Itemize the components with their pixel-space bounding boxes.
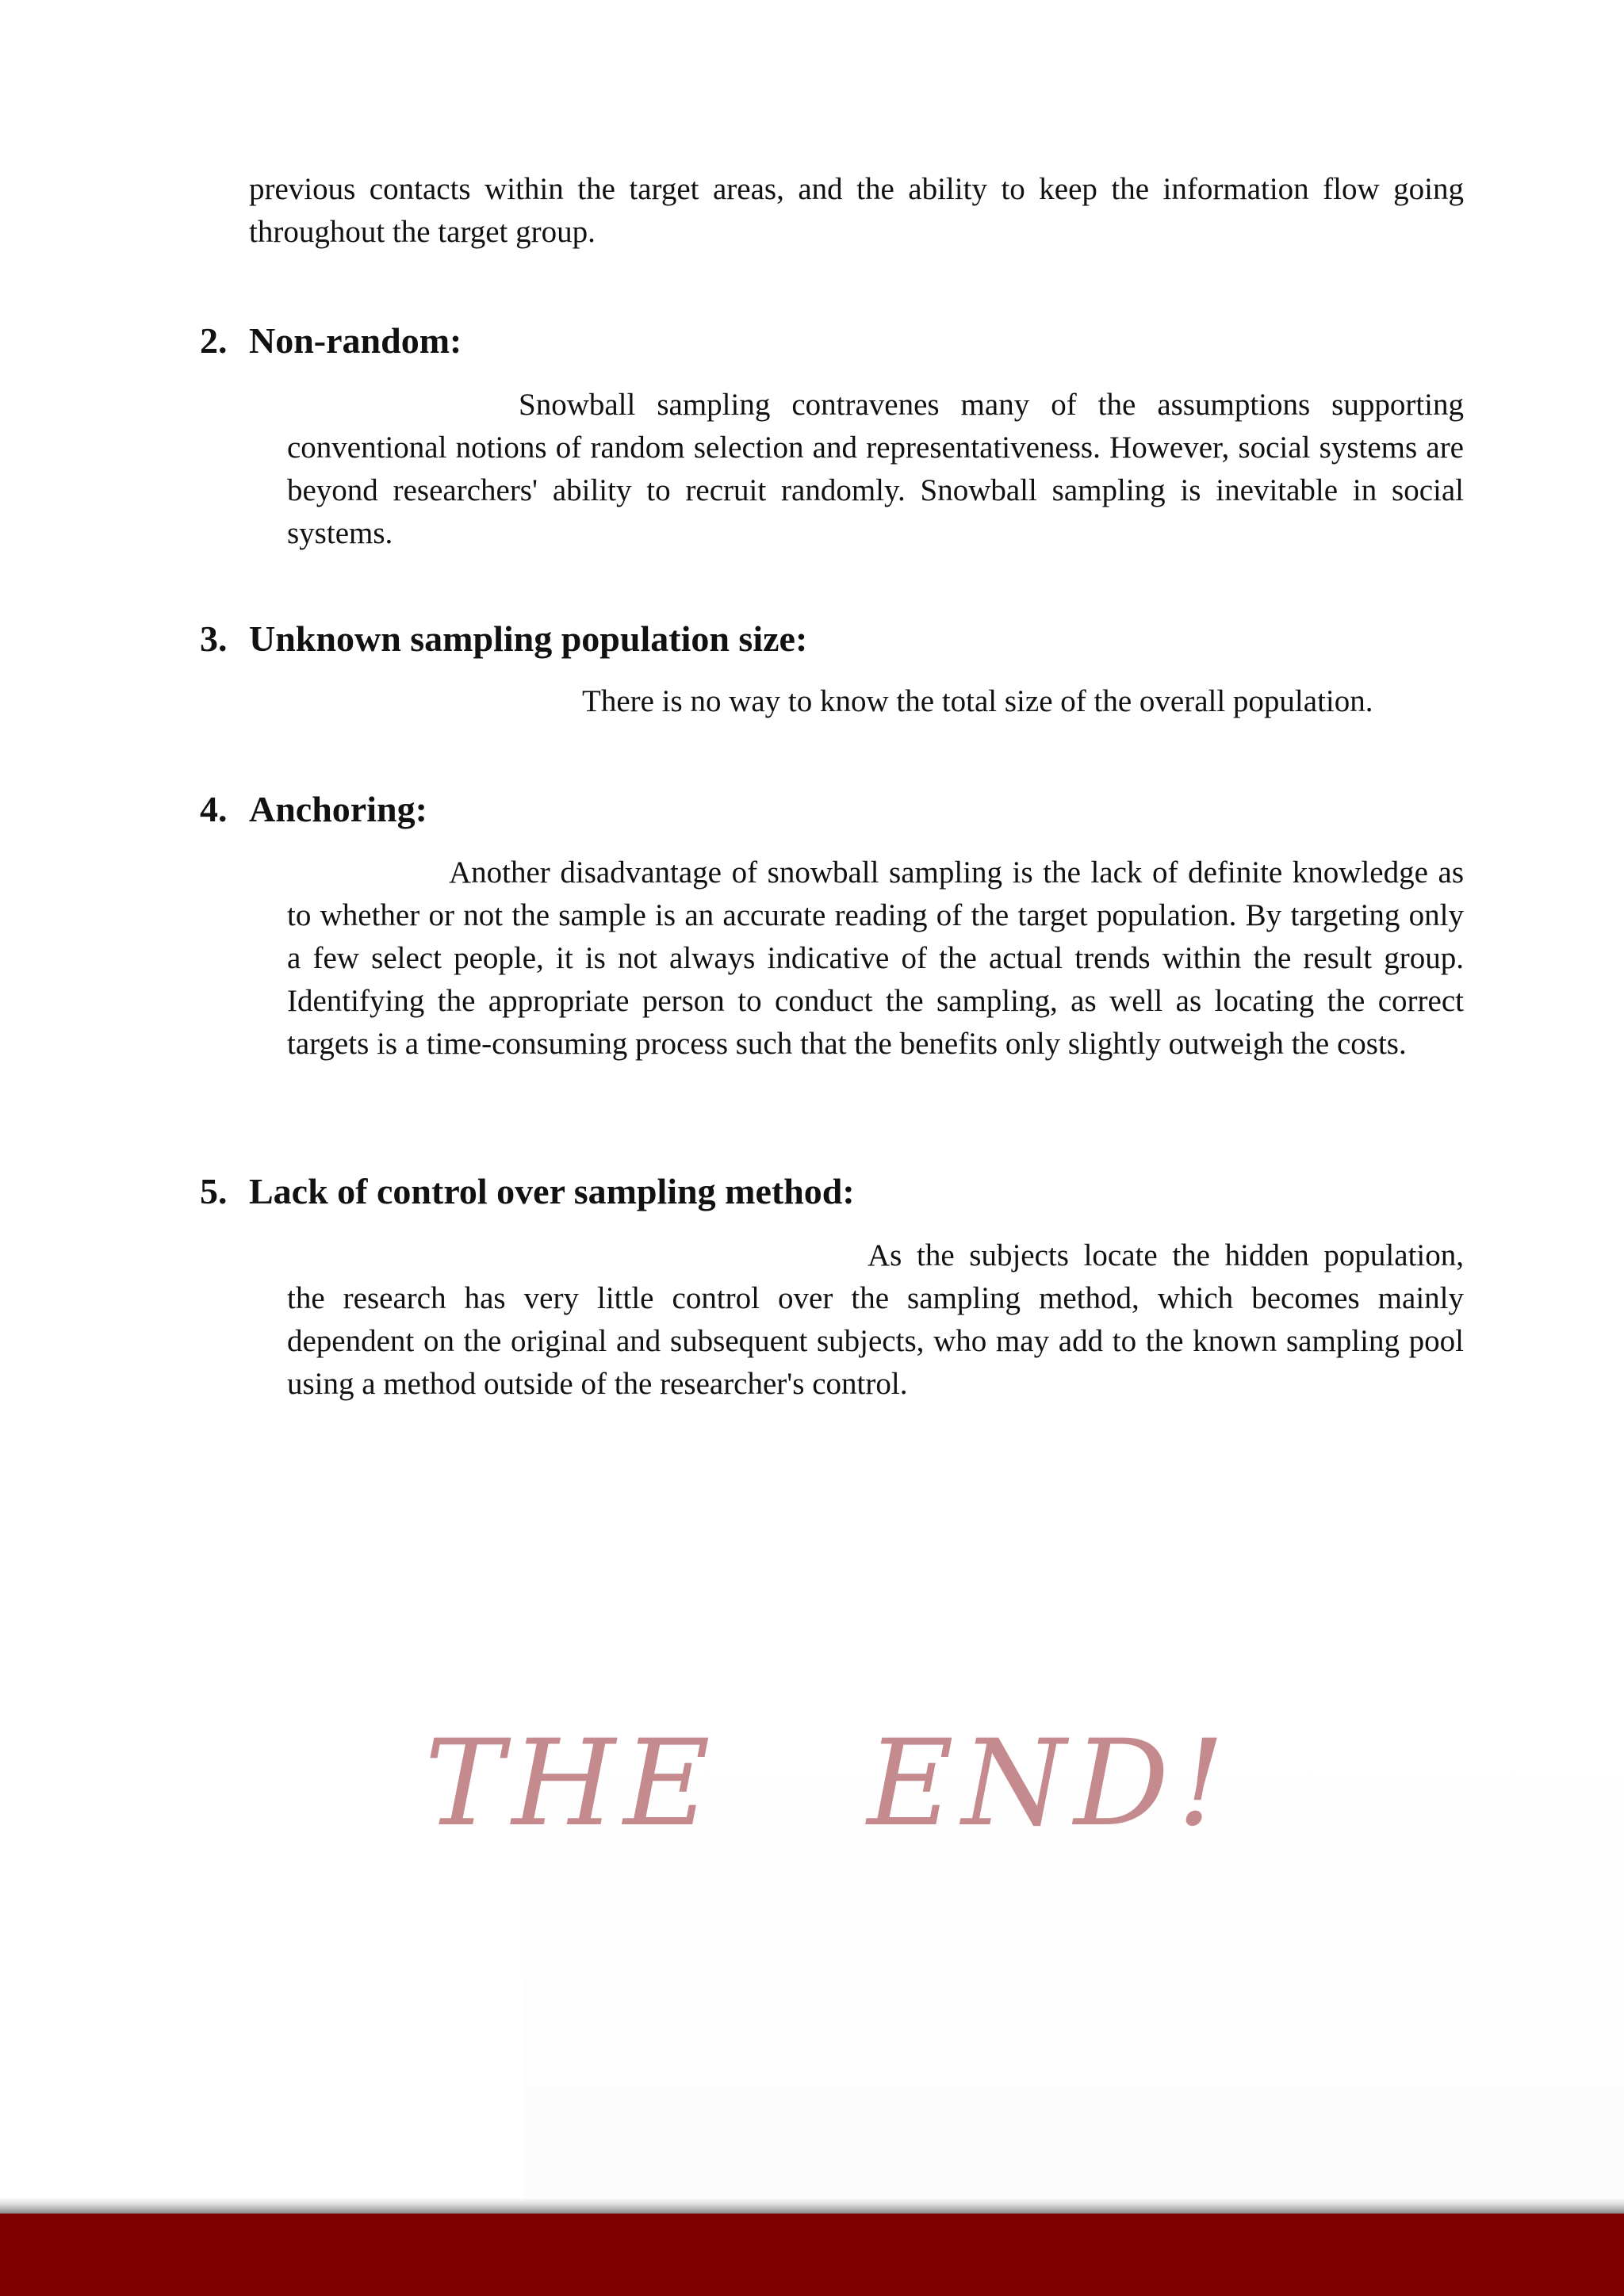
section-number: 5. <box>200 1171 228 1211</box>
section-title: Unknown sampling population size: <box>249 618 808 659</box>
the-end-title: THE END! <box>424 1715 1233 1853</box>
section-heading-non-random <box>200 319 462 363</box>
footer-bar <box>0 2214 1624 2296</box>
intro-paragraph: previous contacts within the target areas, and the ability to keep the information flow going throughout the target group. <box>249 172 1464 249</box>
section-body-population-size: There is no way to know the total size of the overall population. <box>582 684 1373 718</box>
section-number: 4. <box>200 789 228 829</box>
section-title: Non-random: <box>249 320 462 361</box>
section-body-anchoring: Another disadvantage of snowball sampling is the lack of definite knowledge as to whether or not the sample is an accurate reading of the target population. By targeting only a few select people, it is not always indicative of the actual trends within the result group. Identifying the appropriate person to conduct the sampling, as well as locating the correct targets is a time-consuming process such that the benefits only slightly outweigh the costs. <box>287 855 1464 1061</box>
section-heading-anchoring <box>200 787 427 832</box>
section-body-sampling-control: As the subjects locate the hidden population, the research has very little control over the sampling method, which becomes mainly dependent on the original and subsequent subjects, who may add to the known sampling pool using a method outside of the researcher's control. <box>287 1238 1464 1401</box>
section-body-non-random: Snowball sampling contravenes many of the assumptions supporting conventional notions of random selection and representativeness. However, social systems are beyond researchers' ability to recruit randomly. Snowball sampling is inevitable in social systems. <box>287 388 1464 550</box>
section-heading-sampling-control <box>200 1169 855 1214</box>
footer-shadow <box>0 2198 1624 2214</box>
section-title: Lack of control over sampling method: <box>249 1171 855 1211</box>
section-number: 2. <box>200 320 228 361</box>
section-heading-population-size <box>200 617 807 661</box>
section-number: 3. <box>200 618 228 659</box>
section-title: Anchoring: <box>249 789 427 829</box>
